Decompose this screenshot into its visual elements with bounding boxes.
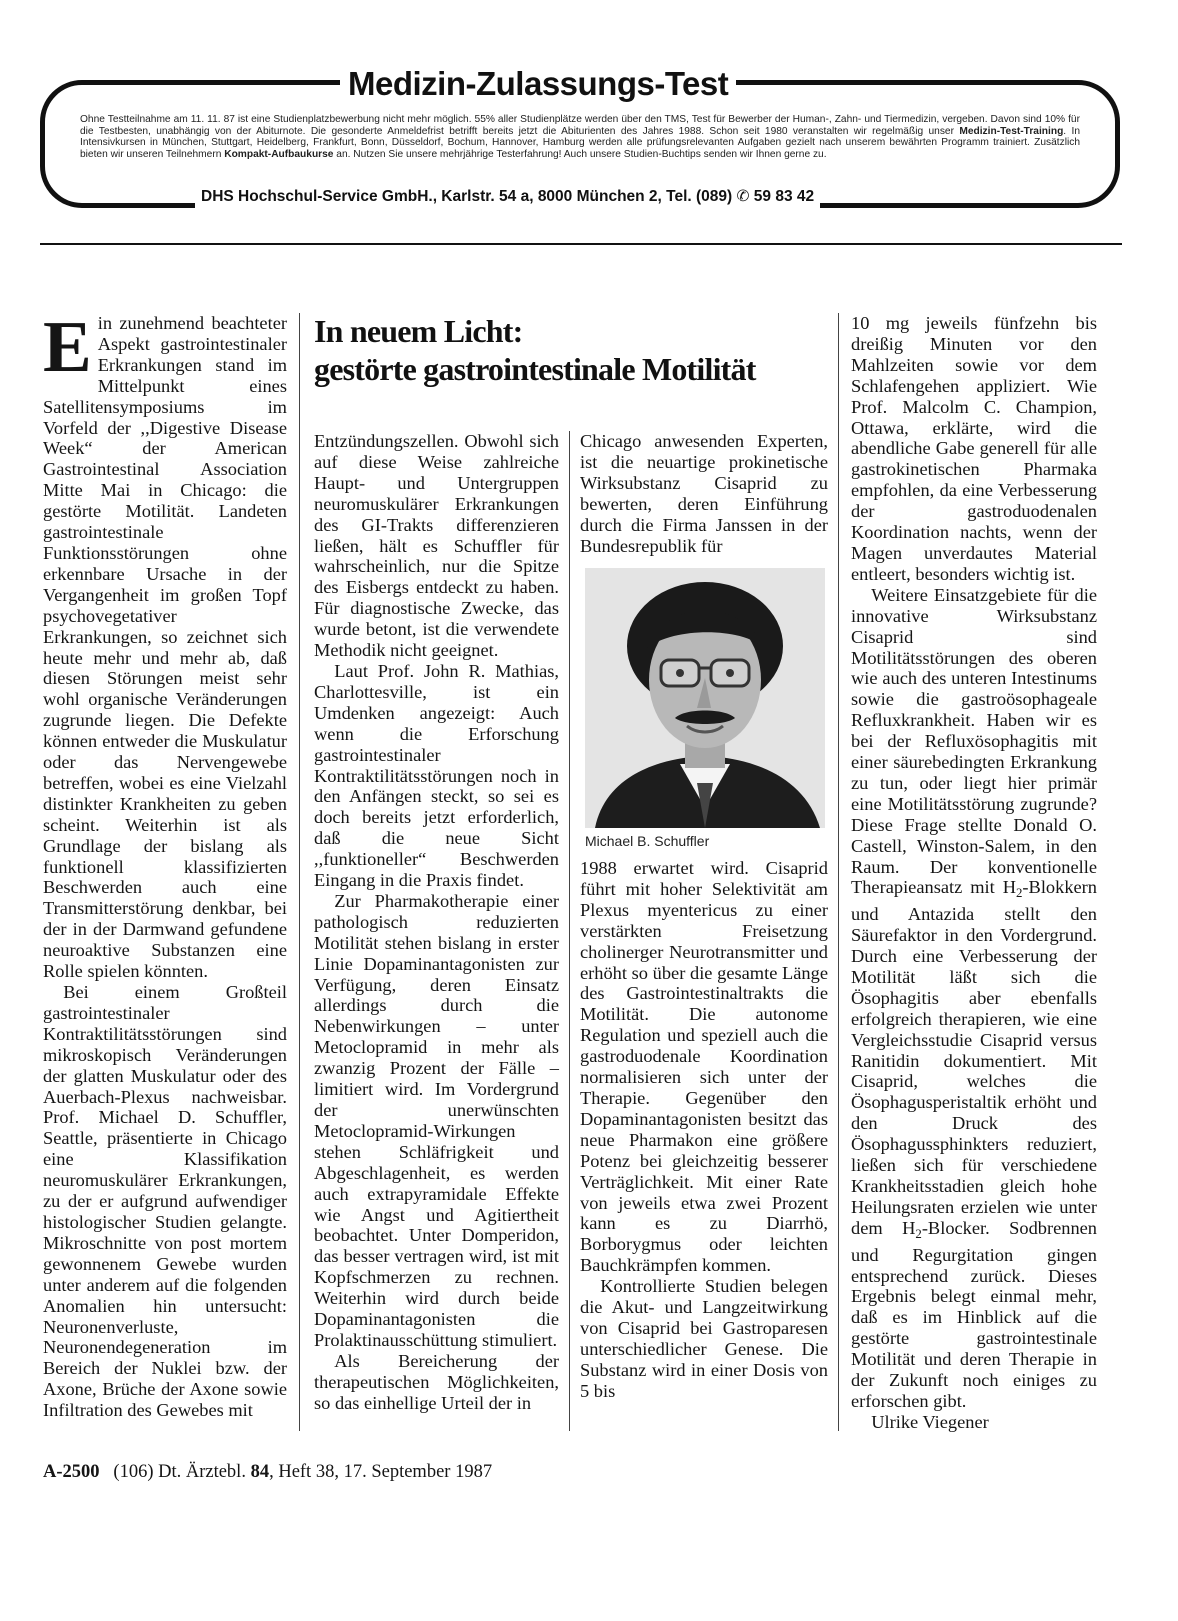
- article-column-3-bottom: [580, 858, 828, 1402]
- article-column-4: [851, 313, 1097, 1433]
- ad-contact-line: DHS Hochschul-Service GmbH., Karlstr. 54 a, 8000 München 2, Tel. (089) ✆ 59 83 42: [195, 186, 820, 208]
- author-name: Ulrike Viegener: [871, 1411, 989, 1432]
- paragraph: Chicago anwesenden Experten, ist die neuartige prokinetische Wirksubstanz Cisaprid zu bewerten, deren Einführung durch die Firma Janssen in der Bundesrepublik für: [580, 431, 828, 556]
- paragraph: Bei einem Großteil gastrointestinaler Kontraktilitätsstörungen sind mikroskopisch Veränderungen der glatten Muskulatur oder des Auerbach-Plexus nachweisbar. Prof. Michael D. Schuffler, Seattle, präsentierte in Chicago eine Klassifikation neuromuskulärer Erkrankungen, zu der er aufgrund aufwendiger histologischer Studien gelangte. Mikroschnitte von post mortem gewonnenem Gewebe wurden unter anderem auf die folgenden Anomalien hin untersucht: Neuronenverluste, Neuronendegeneration im Bereich der Nuklei bzw. der Axone, Brüche der Axone sowie Infiltration des Gewebes mit: [43, 982, 287, 1421]
- column-divider: [299, 313, 300, 1431]
- photo-caption: Michael B. Schuffler: [585, 833, 710, 849]
- ad-body-text: Ohne Testteilnahme am 11. 11. 87 ist eine Studienplatzbewerbung nicht mehr möglich. 55% aller Studienplätze werden über den TMS, Test für Bewerber der Human-, Zahn- und Tiermedizin, vergeben. Davon sind 10% für die Testbesten, unabhängig von der Abiturnote. Die gesonderte Anmeldefrist betrifft bereits jetzt die Abiturienten des Jahres 1988. Schon seit 1980 veranstalten wir regelmäßig unser Medizin-Test-Training. In Intensivkursen in München, Stuttgart, Heidelberg, Frankfurt, Bonn, Düsseldorf, Bochum, Hannover, Hamburg werden alle prüfungsrelevanten Aufgaben gezielt nach unserem bewährten Programm trainiert. Zusätzlich bieten wir unseren Teilnehmern Kompakt-Aufbaukurse an. Nutzen Sie unsere mehrjährige Testerfahrung! Auch unsere Studien-Buchtips senden wir Ihnen gerne zu.: [80, 114, 1080, 160]
- volume-number: 84: [250, 1462, 270, 1482]
- paragraph: Laut Prof. John R. Mathias, Charlottesville, ist ein Umdenken angezeigt: Auch wenn die Erforschung gastrointestinaler Kontraktilitätsstörungen noch in den Anfängen steckt, so sei es doch bereits jetzt erforderlich, daß die neue Sicht ,,funktioneller“ Beschwerden Eingang in die Praxis findet.: [314, 660, 559, 891]
- article-headline: In neuem Licht: gestörte gastrointestinale Motilität: [314, 313, 756, 387]
- horizontal-rule: [40, 243, 1122, 245]
- article-column-1: [43, 306, 287, 1421]
- ad-title: Medizin-Zulassungs-Test: [340, 64, 736, 104]
- portrait-photo: [585, 568, 825, 828]
- paragraph: Zur Pharmakotherapie einer pathologisch reduzierten Motilität stehen bislang in erster Linie Dopaminantagonisten zur Verfügung, deren Einsatz allerdings durch die Nebenwirkungen – unter Metoclopramid in mehr als zwanzig Prozent der Fälle – limitiert wird. Im Vordergrund der unerwünschten Metoclopramid-Wirkungen stehen Schläfrigkeit und Abgeschlagenheit, es werden auch extrapyramidale Effekte wie Angst und Agitiertheit beobachtet. Unter Domperidon, das besser vertragen wird, ist mit Kopfschmerzen zu rechnen. Weiterhin wird durch beide Dopaminantagonisten die Prolaktinausschüttung stimuliert.: [314, 890, 559, 1350]
- drop-cap: E: [43, 306, 92, 387]
- paragraph: Als Bereicherung der therapeutischen Möglichkeiten, so das einhellige Urteil der in: [314, 1350, 559, 1413]
- paragraph: 1988 erwartet wird. Cisaprid führt mit hoher Selektivität am Plexus myentericus zu einer verstärkten Freisetzung cholinerger Neurotransmitter und erhöht so über die gesamte Länge des Gastrointestinaltrakts die Motilität. Die autonome Regulation und speziell auch die gastroduodenale Koordination normalisieren sich unter der Therapie. Gegenüber den Dopaminantagonisten besitzt das neue Pharmakon eine größere Potenz bei gleichzeitig besserer Verträglichkeit. Mit einer Rate von jeweils etwa zwei Prozent kann es zu Diarrhö, Borborygmus oder leichten Bauchkrämpfen kommen.: [580, 858, 828, 1276]
- paragraph: Kontrollierte Studien belegen die Akut- und Langzeitwirkung von Cisaprid bei Gastroparesen unterschiedlicher Genese. Die Substanz wird in einer Dosis von 5 bis: [580, 1276, 828, 1401]
- paragraph: 10 mg jeweils fünfzehn bis dreißig Minuten vor den Mahlzeiten sowie vor dem Schlafengehen appliziert. Wie Prof. Malcolm C. Champion, Ottawa, erklärte, wird die abendliche Gabe generell für alle gastrokinetischen Pharmaka empfohlen, da eine Verbesserung der gastroduodenalen Koordination nachts, wenn der Magen unverdautes Material entleert, besonders wichtig ist.: [851, 313, 1097, 584]
- subscript: 2: [1015, 886, 1023, 901]
- paragraph: Weitere Einsatzgebiete für die innovative Wirksubstanz Cisaprid sind Motilitätsstörungen des oberen wie auch des unteren Intestinums sowie die gastroösophageale Refluxkrankheit. Haben wir es bei der Refluxösophagitis mit einer säurebedingten Erkrankung zu tun, oder liegt hier primär eine Motilitätsstörung zugrunde? Diese Frage stellte Donald O. Castell, Winston-Salem, in den Raum. Der konventionelle Therapieansatz mit $H_2$-Blokkern und Antazida stellt den Säurefaktor in den Vordergrund. Durch eine Verbesserung der Motilität läßt sich die Ösophagitis aber ebenfalls erfolgreich therapieren, wie eine Vergleichsstudie Cisaprid versus Ranitidin dokumentiert. Mit Cisaprid, welches die Ösophagusperistaltik erhöht und den Druck des Ösophagussphinkters reduziert, ließen sich für verschiedene Krankheitsstadien gleich hohe Heilungsraten erzielen wie unter dem $H_2$-Blocker. Sodbrennen und Regurgitation gingen entsprechend zurück. Dieses Ergebnis belegt einmal mehr, daß es im Hinblick auf die gestörte gastrointestinale Motilität und deren Therapie in der Zukunft noch einiges zu erforschen gibt.: [851, 584, 1098, 1411]
- paragraph: Ein zunehmend beachteter Aspekt gastrointestinaler Erkrankungen stand im Mittelpunkt eines Satellitensymposiums im Vorfeld der ,,Digestive Disease Week“ der American Gastrointestinal Association Mitte Mai in Chicago: die gestörte Motilität. Landeten gastrointestinale Funktionsstörungen ohne erkennbare Ursache in der Vergangenheit im großen Topf psychovegetativer Erkrankungen, so zeichnet sich heute mehr und mehr ab, daß diesen Störungen meist sehr wohl organische Veränderungen zugrunde liegen. Die Defekte können entweder die Muskulatur oder das Nervengewebe betreffen, wobei es eine Vielzahl distinkter Krankheiten zu geben scheint. Weiterhin ist als Grundlage der bislang als funktionell klassifizierten Beschwerden auch eine Transmitterstörung denkbar, bei der in der Darmwand gefundene neuroaktive Substanzen eine Rolle spielen könnten.: [43, 306, 287, 982]
- column-divider: [838, 313, 839, 1431]
- article-column-2: [314, 431, 559, 1414]
- paragraph: Entzündungszellen. Obwohl sich auf diese Weise zahlreiche Haupt- und Untergruppen neuromuskulärer Erkrankungen des GI-Trakts differenzieren ließen, hält es Schuffler für wahrscheinlich, nur die Spitze des Eisbergs entdeckt zu haben. Für diagnostische Zwecke, das wurde betont, ist die verwendete Methodik nicht geeignet.: [314, 431, 559, 661]
- column-divider: [569, 431, 570, 1431]
- page-number: A-2500: [43, 1462, 100, 1482]
- page-footer: A-2500 (106) Dt. Ärztebl. 84, Heft 38, 17. September 1987: [43, 1462, 493, 1482]
- article-column-3-top: [580, 431, 828, 556]
- subscript: 2: [915, 1226, 922, 1241]
